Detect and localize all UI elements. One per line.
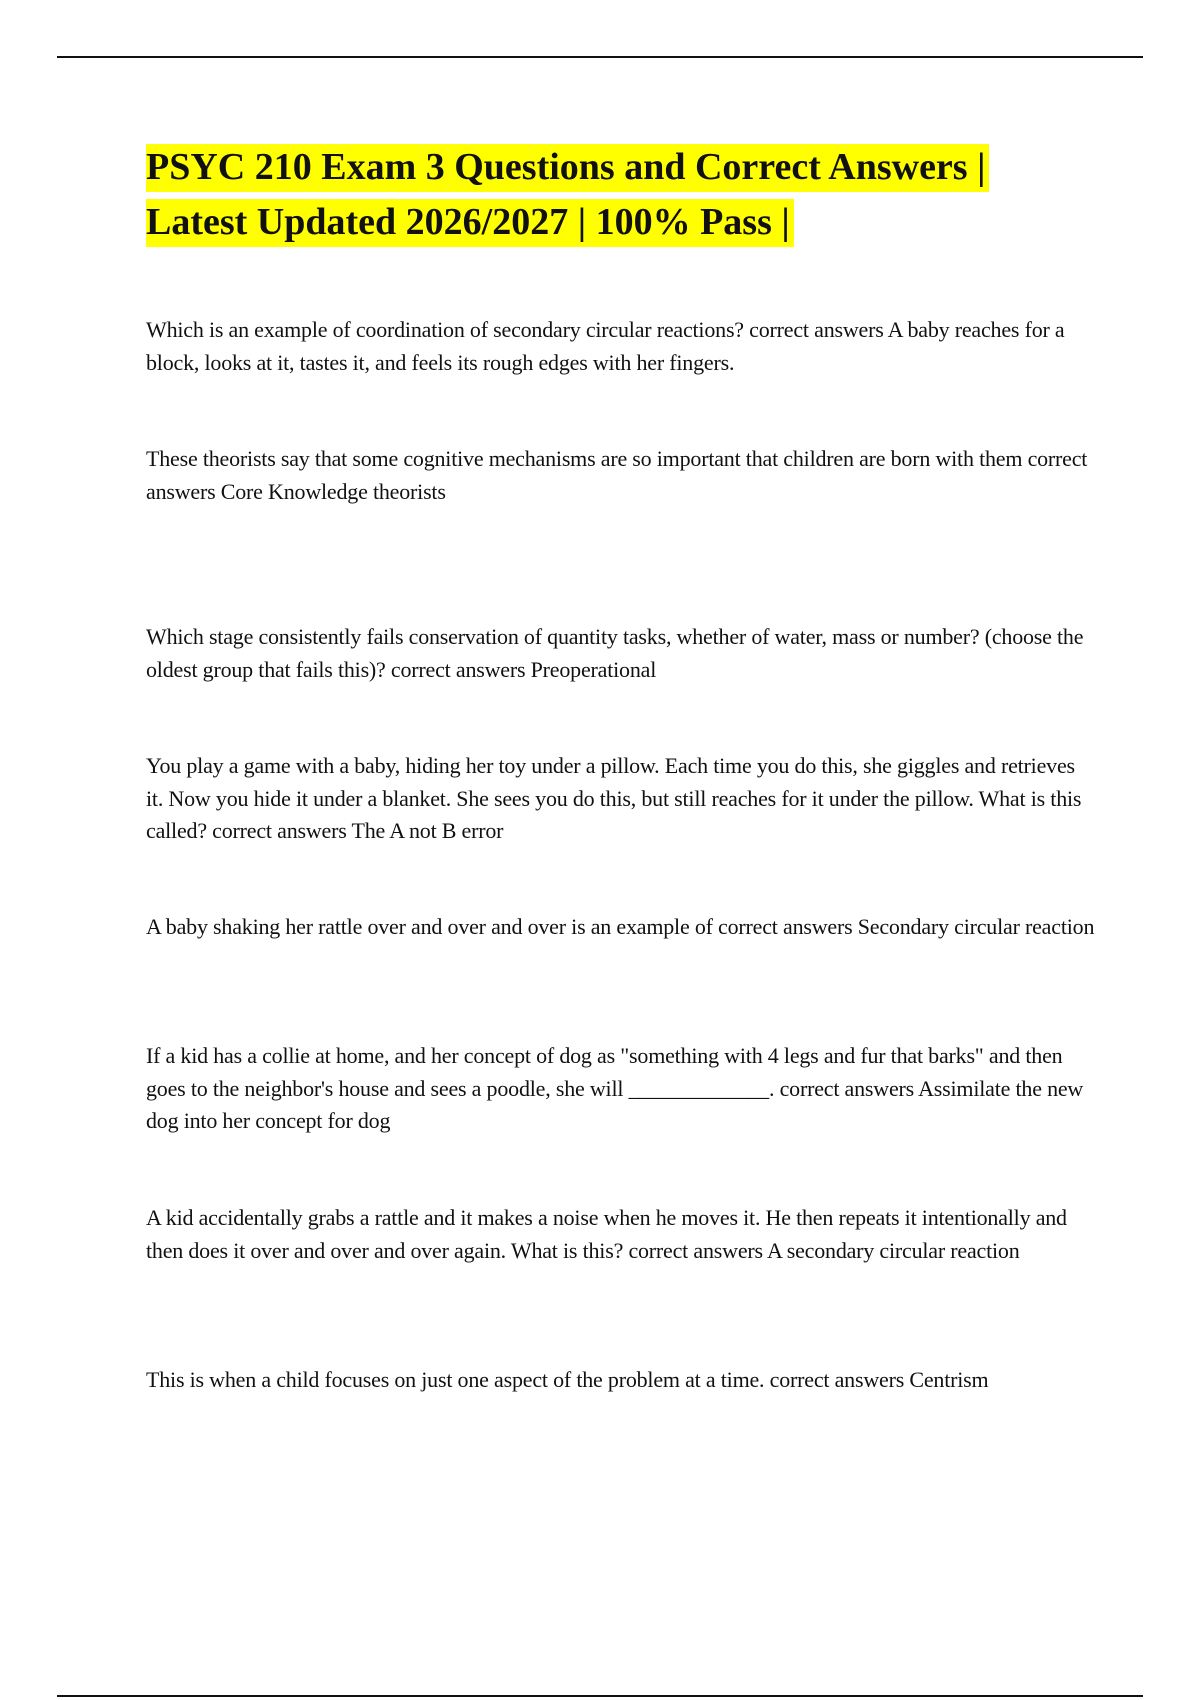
qa-item-1: Which is an example of coordination of secondary circular reactions? correct answers A baby reaches for a block, looks at it, tastes it, and feels its rough edges with her fingers. xyxy=(146,317,1065,375)
document-header xyxy=(146,140,1096,250)
qa-item-4: You play a game with a baby, hiding her toy under a pillow. Each time you do this, she giggles and retrieves it. Now you hide it under a blanket. She sees you do this, but still reaches for it under the pillow. What is this called? correct answers The A not B error xyxy=(146,753,1082,843)
qa-item-7: A kid accidentally grabs a rattle and it makes a noise when he moves it. He then repeats it intentionally and then does it over and over and over again. What is this? correct answers A secondary circular reaction xyxy=(146,1205,1067,1263)
qa-item-2: These theorists say that some cognitive mechanisms are so important that children are born with them correct answers Core Knowledge theorists xyxy=(146,446,1088,504)
qa-item-6: If a kid has a collie at home, and her concept of dog as "something with 4 legs and fur that barks" and then goes to the neighbor's house and sees a poodle, she will _____________. correct answers Assimilate the new dog into her concept for dog xyxy=(146,1043,1084,1133)
footer-rule xyxy=(57,1695,1143,1697)
header-rule xyxy=(57,56,1143,58)
title-line-2: Latest Updated 2026/2027 | 100% Pass | xyxy=(146,199,794,247)
qa-item-8: This is when a child focuses on just one aspect of the problem at a time. correct answers Centrism xyxy=(146,1367,989,1392)
title-line-1: PSYC 210 Exam 3 Questions and Correct Answers | xyxy=(146,144,989,192)
qa-item-5: A baby shaking her rattle over and over and over is an example of correct answers Secondary circular reaction xyxy=(146,914,1095,939)
qa-item-3: Which stage consistently fails conservation of quantity tasks, whether of water, mass or number? (choose the oldest group that fails this)? correct answers Preoperational xyxy=(146,624,1084,682)
document-title xyxy=(146,140,1096,250)
